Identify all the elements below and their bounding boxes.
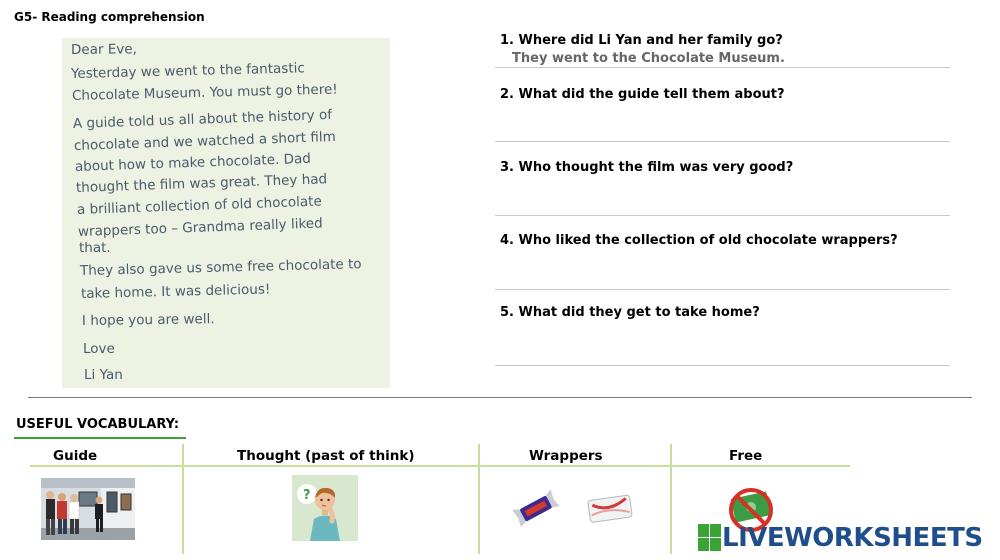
section-divider bbox=[28, 397, 972, 398]
column-divider bbox=[478, 444, 480, 554]
letter-line: about how to make chocolate. Dad bbox=[74, 150, 312, 175]
letter-line: Chocolate Museum. You must go there! bbox=[71, 81, 338, 104]
vocabulary-heading: USEFUL VOCABULARY: bbox=[16, 417, 180, 432]
column-divider bbox=[670, 444, 672, 554]
question-1: 1. Where did Li Yan and her family go? bbox=[500, 33, 783, 48]
answer-line-1 bbox=[495, 67, 950, 68]
answer-1[interactable]: They went to the Chocolate Museum. bbox=[512, 51, 785, 66]
vocab-label-wrappers: Wrappers bbox=[529, 448, 603, 464]
thinking-person-icon bbox=[292, 475, 358, 541]
vocab-label-guide: Guide bbox=[53, 448, 98, 464]
letter-line: They also gave us some free chocolate to bbox=[79, 256, 362, 279]
letter-line: Love bbox=[83, 341, 115, 357]
vocab-label-free: Free bbox=[729, 448, 763, 464]
question-4: 4. Who liked the collection of old chocolate wrappers? bbox=[500, 233, 898, 248]
letter-line: Dear Eve, bbox=[70, 41, 138, 58]
vocab-label-thought: Thought (past of think) bbox=[237, 448, 415, 464]
letter-line: take home. It was delicious! bbox=[80, 281, 271, 302]
letter-line: wrappers too – Grandma really liked bbox=[77, 215, 323, 240]
question-5: 5. What did they get to take home? bbox=[500, 305, 760, 320]
svg-text:?: ? bbox=[303, 488, 311, 503]
answer-line-4 bbox=[495, 289, 950, 290]
letter-line: I hope you are well. bbox=[81, 311, 215, 329]
candy-wrapper-icon bbox=[513, 487, 641, 529]
letter-line: chocolate and we watched a short film bbox=[73, 128, 336, 154]
answer-line-2 bbox=[495, 141, 950, 142]
letter-line: A guide told us all about the history of bbox=[72, 106, 333, 132]
column-divider bbox=[182, 444, 184, 554]
worksheet-title: G5- Reading comprehension bbox=[14, 10, 205, 24]
vocabulary-header-line bbox=[30, 465, 850, 467]
live-badge-icon bbox=[698, 523, 722, 553]
answer-line-3 bbox=[495, 215, 950, 216]
museum-guide-photo-icon bbox=[41, 478, 135, 540]
answer-line-5 bbox=[495, 365, 950, 366]
letter-line: thought the film was great. They had bbox=[75, 171, 328, 196]
question-2: 2. What did the guide tell them about? bbox=[500, 87, 785, 102]
question-3: 3. Who thought the film was very good? bbox=[500, 160, 794, 175]
vocabulary-underline bbox=[14, 437, 186, 439]
letter-line: that. bbox=[79, 240, 111, 256]
letter-line: Yesterday we went to the fantastic bbox=[70, 60, 306, 82]
liveworksheets-logo bbox=[698, 523, 983, 553]
letter-line: a brilliant collection of old chocolate bbox=[76, 193, 323, 218]
brand-name: LIVEWORKSHEETS bbox=[722, 523, 983, 553]
letter-line: Li Yan bbox=[84, 367, 123, 383]
letter-image bbox=[62, 38, 390, 388]
